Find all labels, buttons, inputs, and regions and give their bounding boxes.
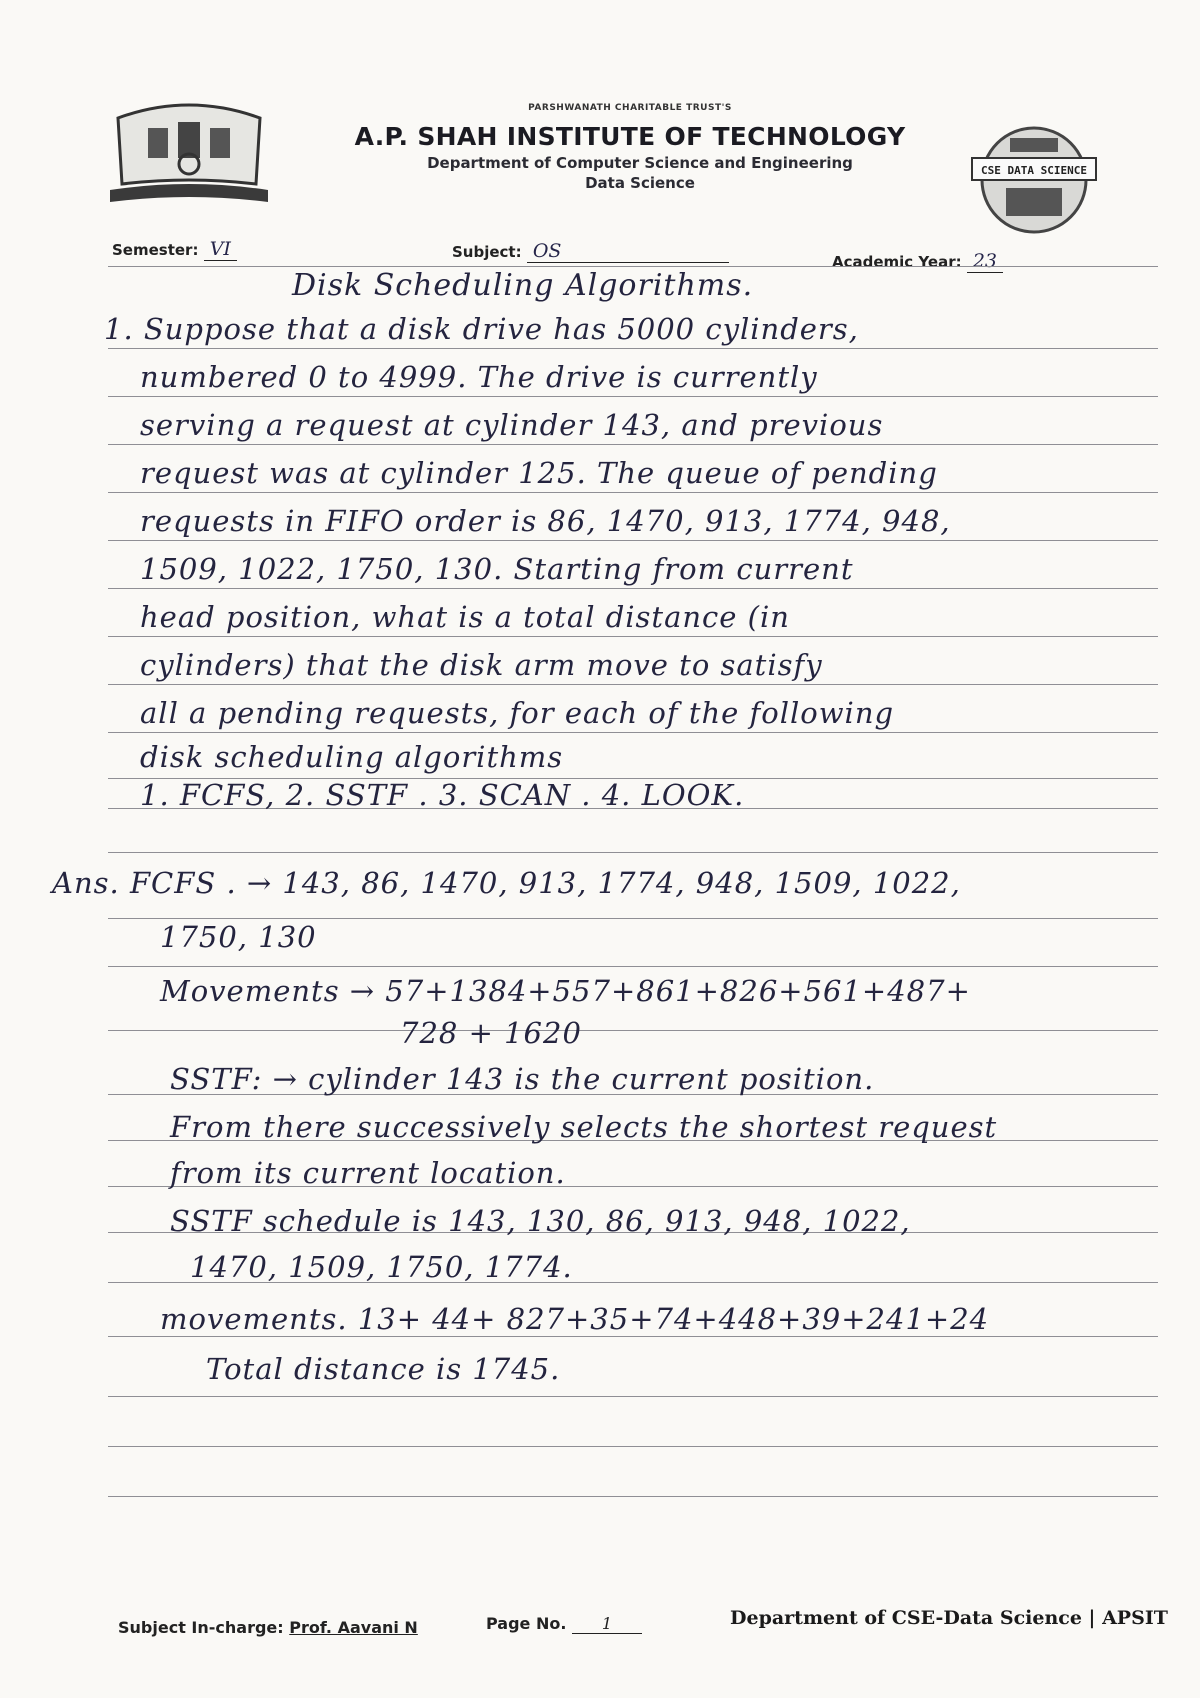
ruled-line bbox=[108, 444, 1158, 445]
ruled-line bbox=[108, 1396, 1158, 1397]
answer-line: Movements → 57+1384+557+861+826+561+487+ bbox=[160, 974, 971, 1008]
answer-line: SSTF schedule is 143, 130, 86, 913, 948, 1022, bbox=[170, 1204, 911, 1238]
subject-incharge bbox=[118, 1618, 418, 1637]
department-name: Department of Computer Science and Engineering bbox=[427, 154, 853, 172]
ruled-line bbox=[108, 492, 1158, 493]
question-line: serving a request at cylinder 143, and previous bbox=[140, 408, 884, 442]
ruled-line bbox=[108, 732, 1158, 733]
ruled-line bbox=[108, 918, 1158, 919]
department-footer: Department of CSE-Data Science | APSIT bbox=[730, 1607, 1168, 1629]
semester-value: VI bbox=[204, 238, 237, 261]
subject-value: OS bbox=[527, 240, 729, 263]
badge-text: CSE DATA SCIENCE bbox=[981, 164, 1087, 177]
incharge-name: Prof. Aavani N bbox=[289, 1618, 418, 1637]
question-line: cylinders) that the disk arm move to satisfy bbox=[140, 648, 823, 682]
ruled-line bbox=[108, 1496, 1158, 1497]
subject-field bbox=[452, 240, 729, 263]
question-line: numbered 0 to 4999. The drive is currently bbox=[140, 360, 818, 394]
branch-name: Data Science bbox=[585, 174, 695, 192]
ruled-line bbox=[108, 684, 1158, 685]
ruled-line bbox=[108, 588, 1158, 589]
notes-title: Disk Scheduling Algorithms. bbox=[292, 268, 754, 303]
question-line: 1. FCFS, 2. SSTF . 3. SCAN . 4. LOOK. bbox=[140, 778, 745, 812]
institute-name: A.P. SHAH INSTITUTE OF TECHNOLOGY bbox=[354, 122, 906, 151]
question-line: 1. Suppose that a disk drive has 5000 cylinders, bbox=[104, 312, 859, 346]
question-line: head position, what is a total distance (in bbox=[140, 600, 790, 634]
answer-line: 1750, 130 bbox=[160, 920, 317, 954]
answer-line: movements. 13+ 44+ 827+35+74+448+39+241+24 bbox=[160, 1302, 990, 1336]
question-line: request was at cylinder 125. The queue of pending bbox=[140, 456, 938, 490]
ruled-line bbox=[108, 348, 1158, 349]
question-line: all a pending requests, for each of the following bbox=[140, 696, 895, 730]
trust-name: PARSHWANATH CHARITABLE TRUST'S bbox=[528, 103, 732, 113]
answer-line: From there successively selects the shortest request bbox=[170, 1110, 998, 1144]
answer-line: 1470, 1509, 1750, 1774. bbox=[190, 1250, 573, 1284]
question-line: disk scheduling algorithms bbox=[140, 740, 564, 774]
answer-line: Total distance is 1745. bbox=[206, 1352, 561, 1386]
page-number-value: 1 bbox=[572, 1614, 642, 1634]
answer-line: 728 + 1620 bbox=[400, 1016, 582, 1050]
answer-line: SSTF: → cylinder 143 is the current position. bbox=[170, 1062, 875, 1096]
page-number-field bbox=[486, 1614, 642, 1634]
subject-label: Subject: bbox=[452, 243, 522, 261]
ruled-line bbox=[108, 1336, 1158, 1337]
academic-year-value: 23 bbox=[967, 250, 1003, 273]
academic-year-field bbox=[832, 250, 1003, 273]
ruled-line bbox=[108, 396, 1158, 397]
ruled-line bbox=[108, 636, 1158, 637]
answer-line: from its current location. bbox=[170, 1156, 566, 1190]
academic-year-label: Academic Year: bbox=[832, 253, 962, 271]
ruled-line bbox=[108, 1030, 1158, 1031]
ruled-line bbox=[108, 966, 1158, 967]
semester-label: Semester: bbox=[112, 241, 199, 259]
ruled-line bbox=[108, 266, 1158, 267]
ruled-line bbox=[108, 540, 1158, 541]
semester-field bbox=[112, 238, 237, 261]
college-logo bbox=[108, 98, 270, 206]
ruled-line bbox=[108, 852, 1158, 853]
answer-line: Ans. FCFS . → 143, 86, 1470, 913, 1774, 948, 1509, 1022, bbox=[52, 866, 961, 900]
ruled-line bbox=[108, 1446, 1158, 1447]
question-line: 1509, 1022, 1750, 130. Starting from current bbox=[140, 552, 854, 586]
department-badge bbox=[968, 124, 1100, 236]
incharge-label: Subject In-charge: bbox=[118, 1618, 284, 1637]
question-line: requests in FIFO order is 86, 1470, 913, 1774, 948, bbox=[140, 504, 951, 538]
page-number-label: Page No. bbox=[486, 1614, 567, 1633]
